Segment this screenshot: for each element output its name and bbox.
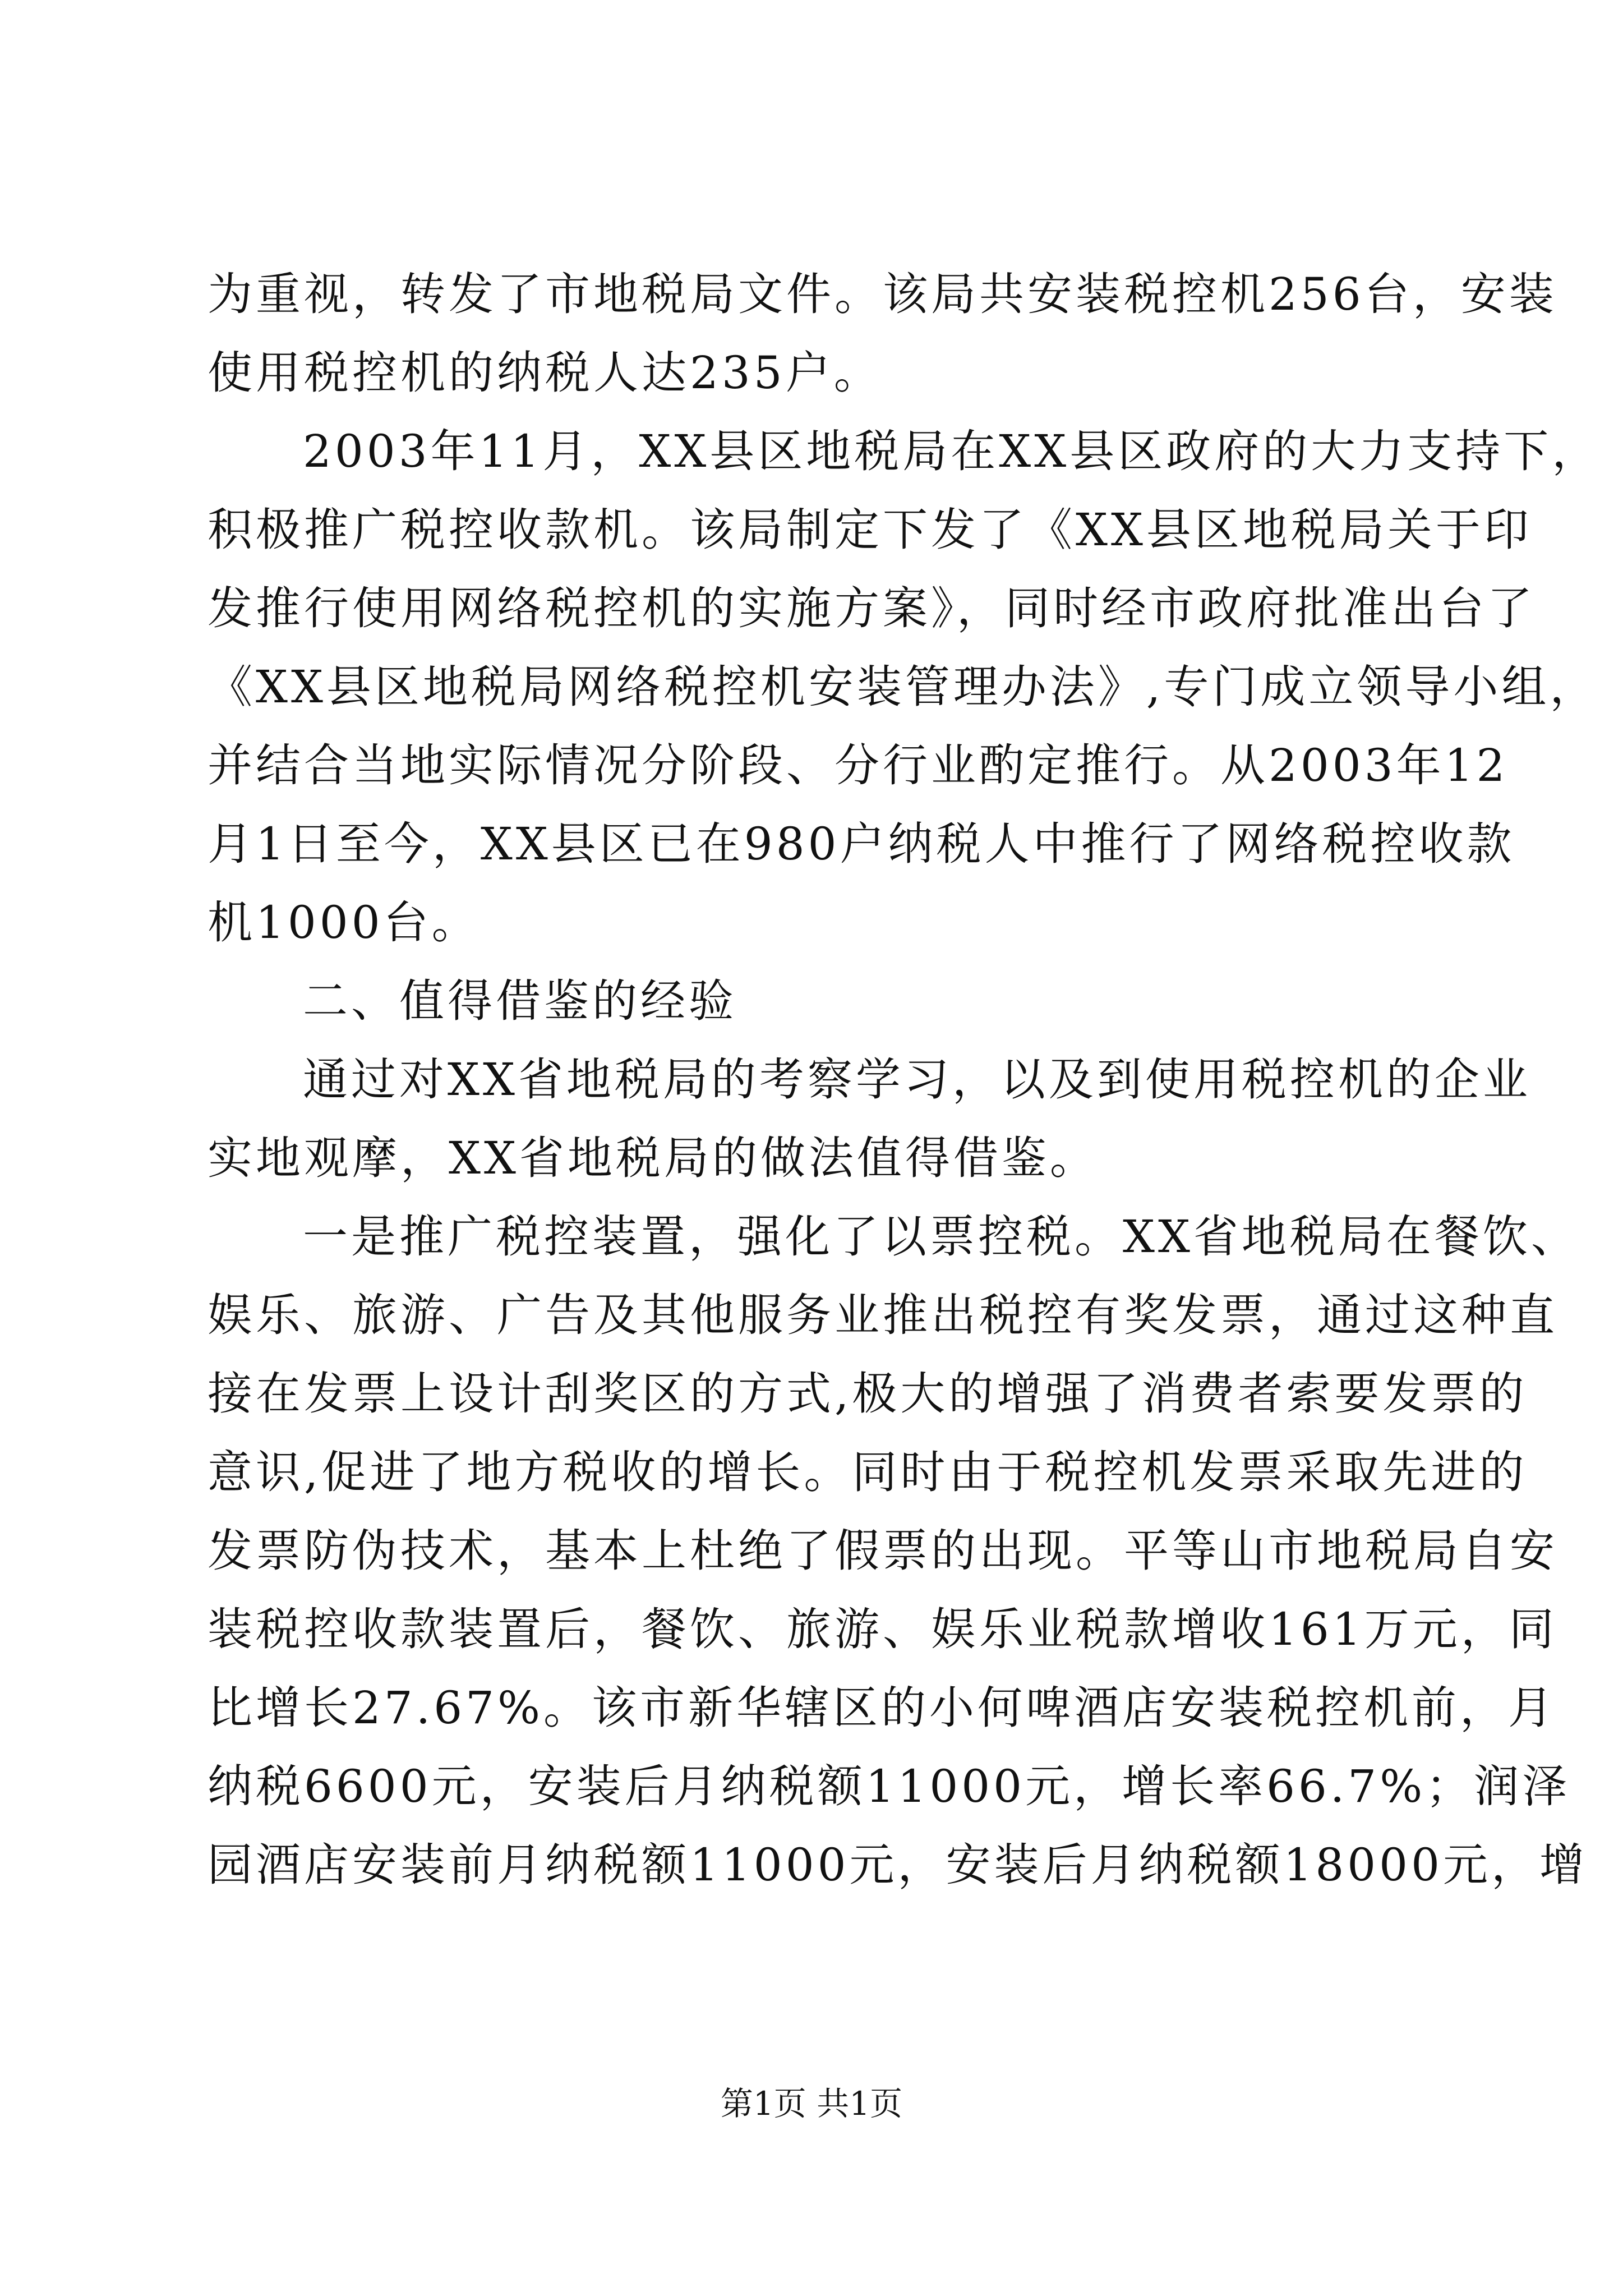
text-line: 发推行使用网络税控机的实施方案》，同时经市政府批准出台了 [208, 582, 1536, 634]
text-line: 月1日至今，XX县区已在980户纳税人中推行了网络税控收款 [208, 818, 1515, 870]
text-line: 装税控收款装置后，餐饮、旅游、娱乐业税款增收161万元，同 [208, 1603, 1557, 1655]
text-line: 机1000台。 [208, 896, 480, 949]
paragraph-start-line: 2003年11月，XX县区地税局在XX县区政府的大力支持下， [303, 425, 1601, 477]
text-line: 使用税控机的纳税人达235户。 [208, 347, 882, 399]
text-line: 并结合当地实际情况分阶段、分行业酌定推行。从2003年12 [208, 739, 1509, 792]
paragraph-start-line: 通过对XX省地税局的考察学习，以及到使用税控机的企业 [303, 1053, 1531, 1106]
text-line: 意识,促进了地方税收的增长。同时由于税控机发票采取先进的 [208, 1446, 1528, 1498]
text-line: 《XX县区地税局网络税控机安装管理办法》,专门成立领导小组， [208, 661, 1598, 713]
page-number-footer: 第1页 共1页 [720, 2085, 903, 2123]
section-heading: 二、值得借鉴的经验 [303, 975, 737, 1027]
text-line: 比增长27.67%。该市新华辖区的小何啤酒店安装税控机前，月 [208, 1682, 1557, 1734]
text-line: 为重视，转发了市地税局文件。该局共安装税控机256台，安装 [208, 268, 1557, 320]
text-line: 发票防伪技术，基本上杜绝了假票的出现。平等山市地税局自安 [208, 1525, 1558, 1577]
paragraph-start-line: 一是推广税控装置，强化了以票控税。XX省地税局在餐饮、 [303, 1211, 1579, 1263]
text-line: 园酒店安装前月纳税额11000元，安装后月纳税额18000元，增 [208, 1839, 1588, 1891]
text-line: 娱乐、旅游、广告及其他服务业推出税控有奖发票，通过这种直 [208, 1289, 1558, 1341]
text-line: 接在发票上设计刮奖区的方式,极大的增强了消费者索要发票的 [208, 1368, 1528, 1420]
text-line: 纳税6600元，安装后月纳税额11000元，增长率66.7%；润泽 [208, 1760, 1571, 1812]
text-line: 积极推广税控收款机。该局制定下发了《XX县区地税局关于印 [208, 504, 1532, 556]
text-line: 实地观摩，XX省地税局的做法值得借鉴。 [208, 1132, 1098, 1184]
